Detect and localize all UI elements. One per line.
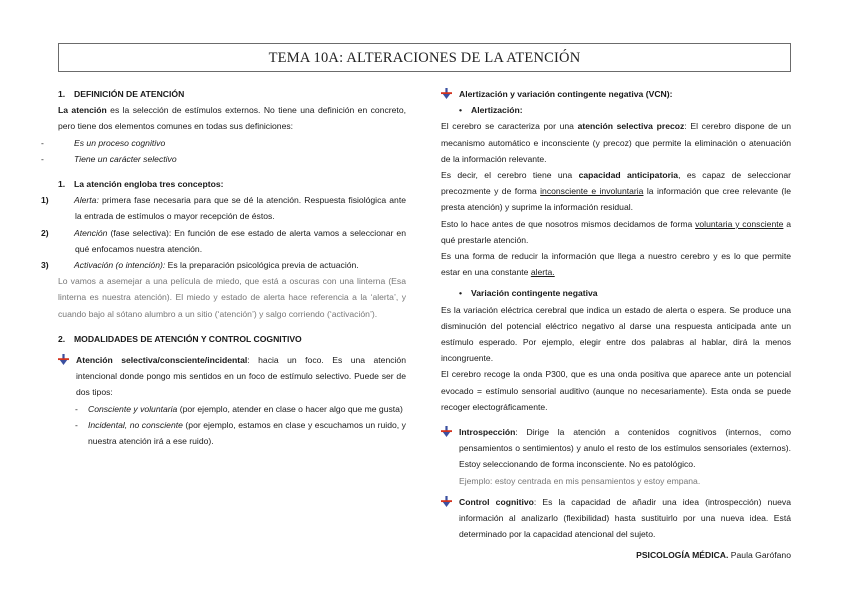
section-heading-conceptos: 1. La atención engloba tres conceptos:: [58, 179, 224, 190]
arrow-icon: [58, 354, 69, 365]
subheading-alertizacion: • Alertización:: [459, 105, 523, 116]
list-item: - Es un proceso cognitivo: [41, 137, 166, 148]
list-item-introspeccion: Introspección: Dirige la atención a contenidos cognitivos (internos, como pensamientos o sentimientos) y anulo el resto de los estímulos sensoriales (externos). Estoy seleccionando de forma inconsciente. No es patológico. Ejemplo: estoy centrada en mis pensamientos y estoy empana.: [441, 424, 791, 489]
example-text: Ejemplo: estoy centrada en mis pensamientos y estoy empana.: [459, 475, 701, 486]
subheading-vcn: • Variación contingente negativa: [459, 288, 598, 299]
example-paragraph: Lo vamos a asemejar a una película de miedo, que está a oscuras con una linterna (Esa linterna es nuestra atención). El miedo y estado de alerta hace referencia a la ‘alerta’, y cuando bajo al sótano alumbro a un sitio (‘atención’) y salgo corriendo (‘activación’).: [58, 276, 406, 319]
paragraph: El cerebro se caracteriza por una atención selectiva precoz: El cerebro dispone de un mecanismo automático e inconsciente (y precoz) que permite la eliminación o atenuación de la información relevante.: [441, 121, 791, 164]
title-box: [58, 43, 791, 72]
concept-alerta: 1) Alerta: primera fase necesaria para que se dé la atención. Respuesta fisiológica ante la entrada de estímulos o mayor recepción de éstos.: [41, 195, 406, 222]
left-column: [41, 86, 406, 449]
concept-atencion: 2) Atención (fase selectiva): En función de ese estado de alerta vamos a seleccionar en qué enfocamos nuestra atención.: [41, 227, 406, 254]
right-column: [441, 86, 791, 564]
list-item-vcn: Alertización y variación contingente negativa (VCN):: [441, 86, 791, 102]
list-item-control-cognitivo: Control cognitivo: Es la capacidad de añadir una idea (introspección) nueva información al analizarlo (flexibilidad) hasta sustituirlo por una nueva idea. Está determinado por la capacidad atencional del sujeto.: [441, 494, 791, 543]
paragraph: Es la variación eléctrica cerebral que indica un estado de alerta o espera. Se produce una disminución del potencial eléctrico negativo al darse una respuesta anticipada ante un estímulo esperado. Por ejemplo, elegir entre dos palabras al hablar, dirá la menos incongruente.: [441, 304, 791, 364]
list-item: - Incidental, no consciente (por ejemplo, estamos en clase y escuchamos un ruido, y nuestra atención irá a ese ruido).: [75, 419, 406, 447]
page-title: TEMA 10A: ALTERACIONES DE LA ATENCIÓN: [268, 50, 581, 66]
arrow-icon: [441, 496, 452, 507]
list-item: - Consciente y voluntaria (por ejemplo, atender en clase o hacer algo que me gusta): [75, 403, 403, 414]
paragraph: Es decir, el cerebro tiene una capacidad anticipatoria, es capaz de seleccionar precozmente y de forma inconsciente e involuntaria la información que cree relevante (le presta atención) y suprime la información residual.: [441, 170, 791, 213]
paragraph: Es una forma de reducir la información que llega a nuestro cerebro y es lo que permite estar en una constante alerta.: [441, 251, 791, 278]
paragraph: El cerebro recoge la onda P300, que es una onda positiva que aparece ante un potencial evocado = estímulo sensorial auditivo (aunque no necesariamente). Esta onda se puede recoger electográficamente.: [441, 369, 791, 412]
arrow-icon: [441, 88, 452, 99]
author-signature: PSICOLOGÍA MÉDICA. Paula Garófano: [636, 550, 791, 561]
arrow-icon: [441, 426, 452, 437]
paragraph: Esto lo hace antes de que nosotros mismos decidamos de forma voluntaria y consciente a qué prestarle atención.: [441, 218, 792, 245]
section-heading-definicion: 1. DEFINICIÓN DE ATENCIÓN: [58, 89, 185, 99]
list-item-atencion-selectiva: Atención selectiva/consciente/incidental: hacia un foco. Es una atención intencional donde pongo mis sentidos en un foco de estímulo selectivo. Puede ser de dos tipos:: [58, 352, 406, 401]
definition-paragraph: La atención es la selección de estímulos externos. No tiene una definición en concreto, pero tiene dos elementos comunes en todas sus definiciones:: [58, 105, 406, 132]
concept-activacion: 3) Activación (o intención): Es la preparación psicológica previa de actuación.: [41, 260, 359, 271]
list-item: - Tiene un carácter selectivo: [41, 153, 177, 164]
section-heading-modalidades: 2. MODALIDADES DE ATENCIÓN Y CONTROL COGNITIVO: [58, 333, 302, 344]
